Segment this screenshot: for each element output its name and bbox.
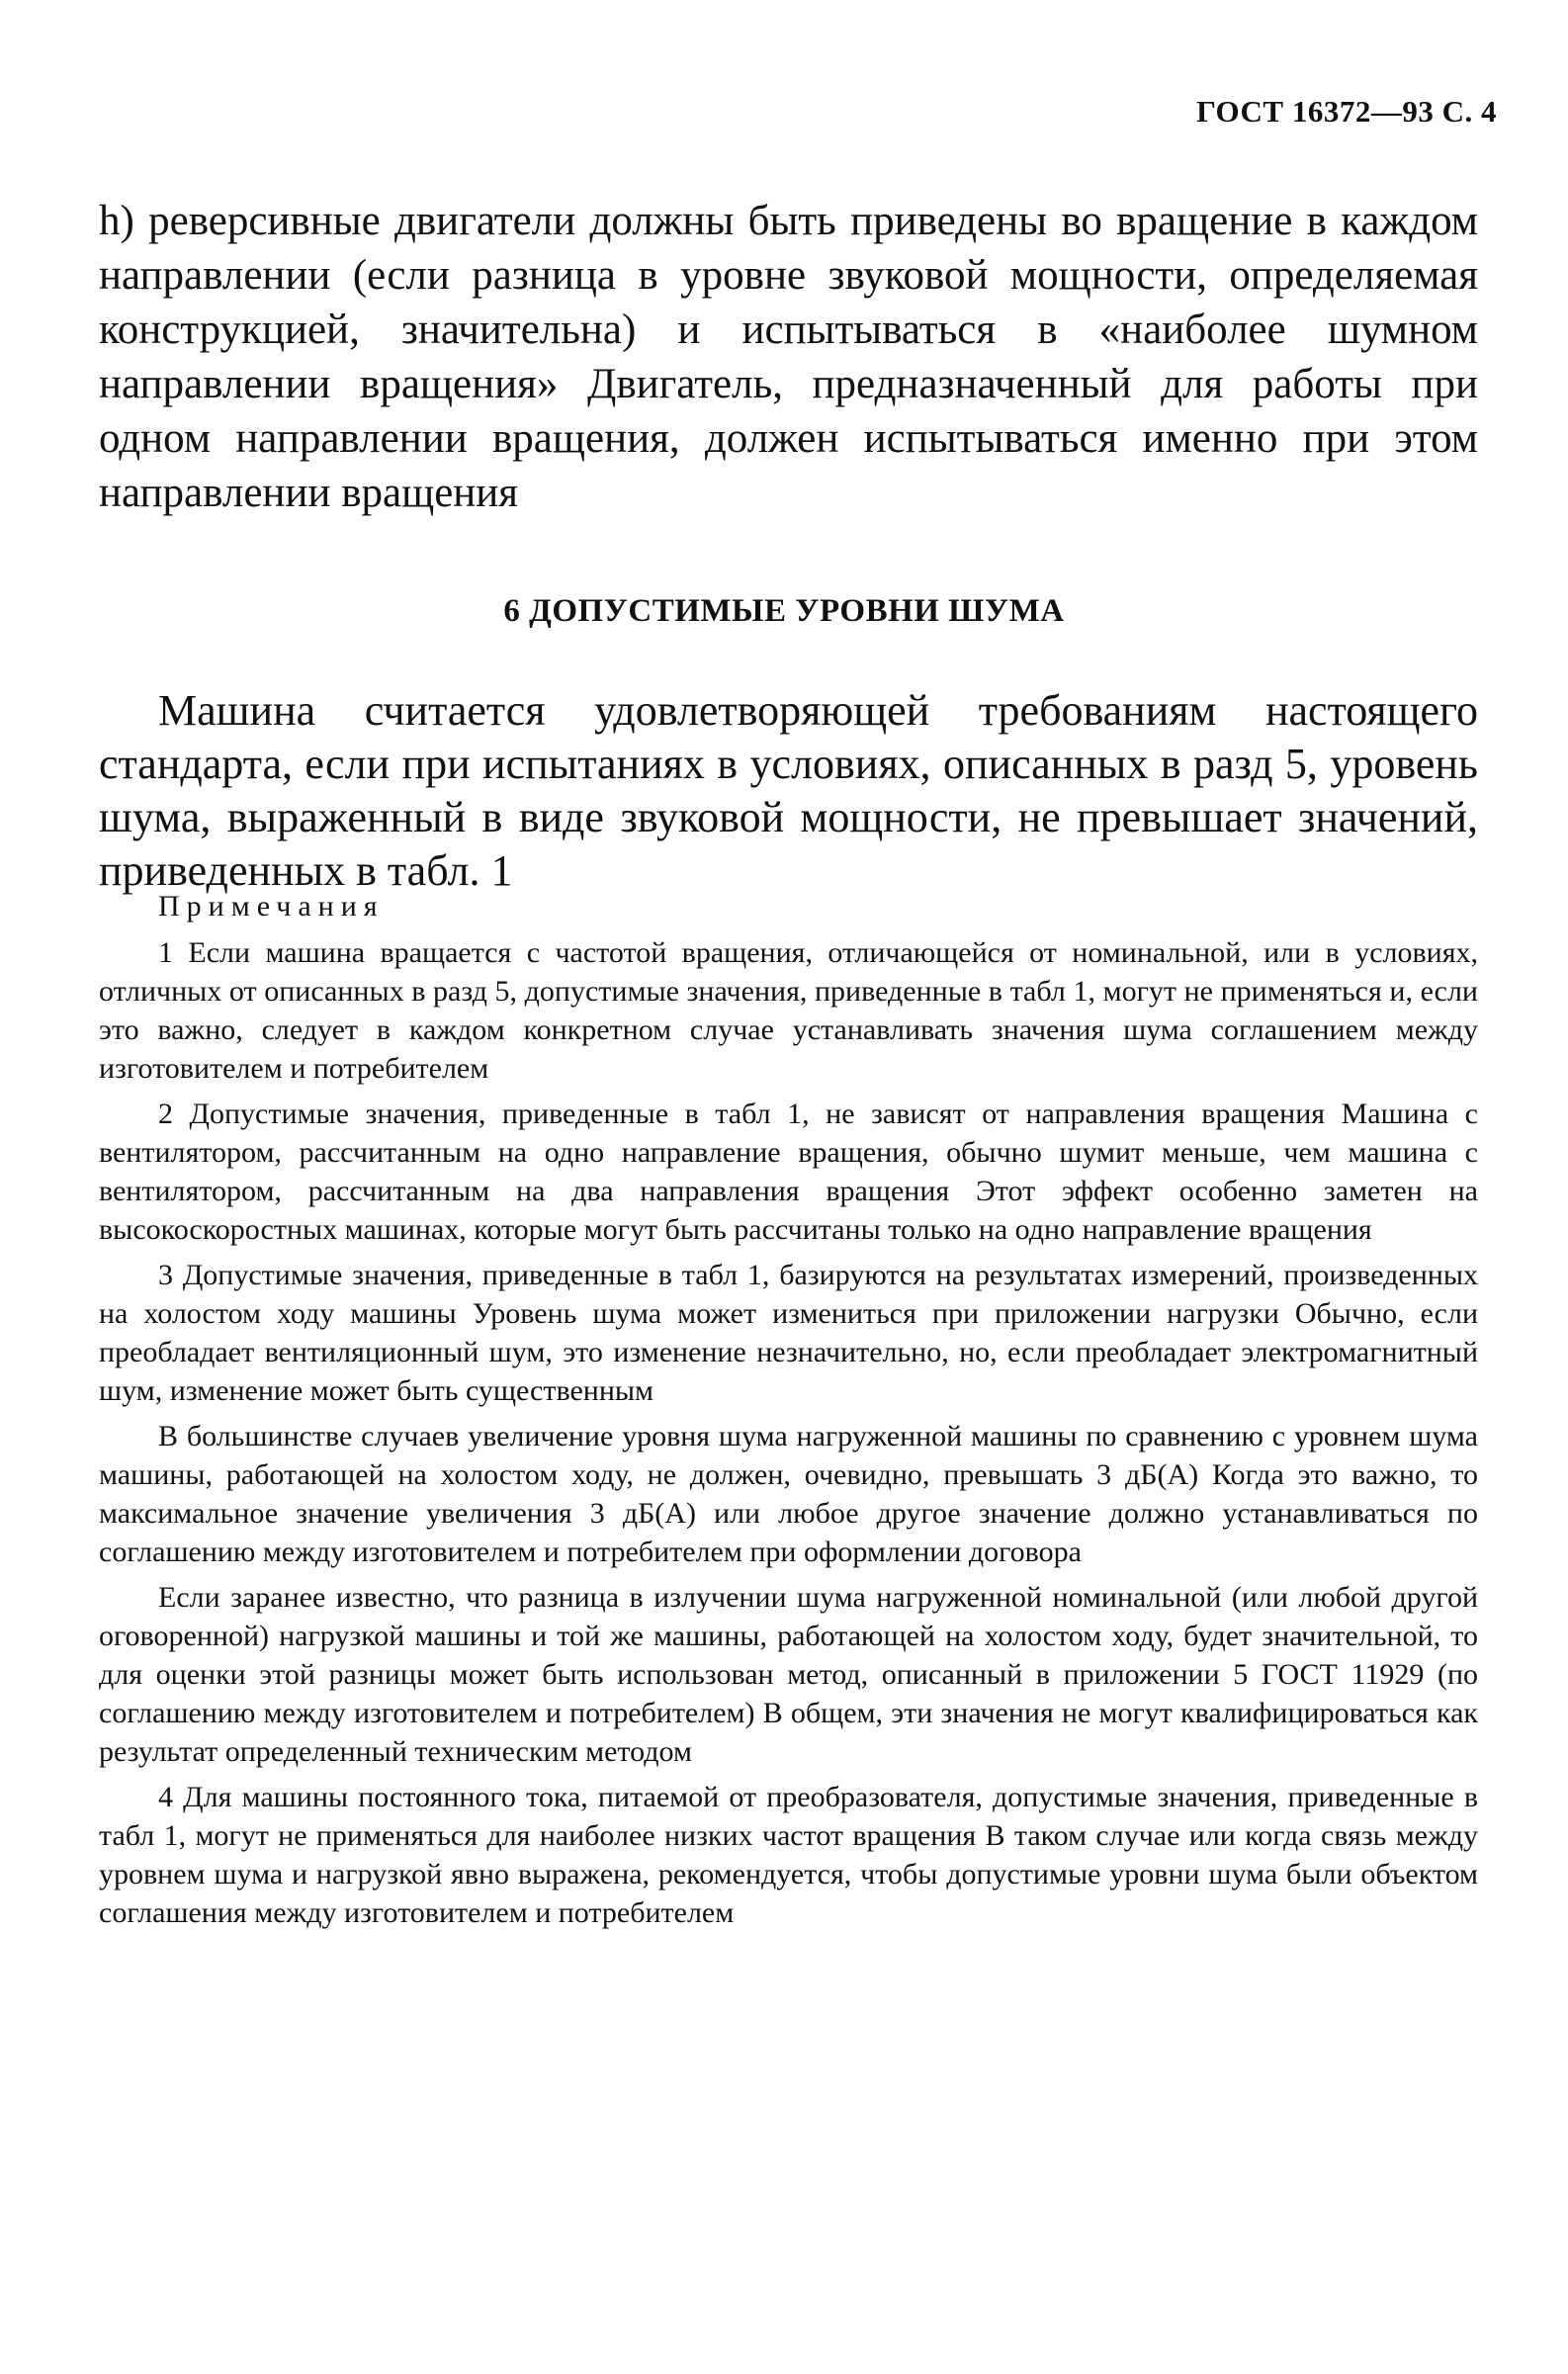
notes-title: Примечания: [158, 890, 385, 923]
notes-block: [99, 888, 1478, 1939]
section-paragraph: Машина считается удовлетворяющей требованиям настоящего стандарта, если при испытаниях в условиях, описанных в разд 5, уровень шума, выраженный в виде звуковой мощности, не превышает значений, приведенных в табл. 1: [99, 686, 1478, 895]
note-1: 1 Если машина вращается с частотой вращения, отличающейся от номинальной, или в условиях, отличных от описанных в разд 5, допустимые значения, приведенные в табл 1, могут не применяться и, если это важно, следует в каждом конкретном случае устанавливать значения шума соглашением между изготовителем и потребителем: [99, 936, 1478, 1085]
item-h-paragraph: h) реверсивные двигатели должны быть приведены во вращение в каждом направлении (если разница в уровне звуковой мощности, определяемая конструкцией, значительна) и испытываться в «наиболее шумном направлении вращения» Двигатель, предназначенный для работы при одном направлении вращения, должен испытываться именно при этом направлении вращения: [99, 198, 1478, 516]
section-title: 6 ДОПУСТИМЫЕ УРОВНИ ШУМА: [503, 593, 1065, 629]
note-3-continuation-2: Если заранее известно, что разница в излучении шума нагруженной номинальной (или любой другой оговоренной) нагрузкой машины и той же машины, работающей на холостом ходу, будет значительной, то для оценки этой разницы может быть использован метод, описанный в приложении 5 ГОСТ 11929 (по соглашению между изготовителем и потребителем) В общем, эти значения не могут квалифицироваться как результат определенный техническим методом: [99, 1581, 1478, 1768]
note-3-continuation: В большинстве случаев увеличение уровня шума нагруженной машины по сравнению с уровнем шума машины, работающей на холостом ходу, не должен, очевидно, превышать 3 дБ(А) Когда это важно, то максимальное значение увеличения 3 дБ(А) или любое другое значение должно устанавливаться по соглашению между изготовителем и потребителем при оформлении договора: [99, 1420, 1478, 1568]
note-3: 3 Допустимые значения, приведенные в табл 1, базируются на результатах измерений, произведенных на холостом ходу машины Уровень шума может измениться при приложении нагрузки Обычно, если преобладает вентиляционный шум, это изменение незначительно, но, если преобладает электромагнитный шум, изменение может быть существенным: [99, 1259, 1478, 1407]
page-header: ГОСТ 16372—93 С. 4: [1196, 94, 1497, 129]
note-2: 2 Допустимые значения, приведенные в табл 1, не зависят от направления вращения Машина с вентилятором, рассчитанным на одно направление вращения, обычно шумит меньше, чем машина с вентилятором, рассчитанным на два направления вращения Этот эффект особенно заметен на высокоскоростных машинах, которые могут быть рассчитаны только на одно направление вращения: [99, 1098, 1478, 1246]
note-4: 4 Для машины постоянного тока, питаемой от преобразователя, допустимые значения, приведенные в табл 1, могут не применяться для наиболее низких частот вращения В таком случае или когда связь между уровнем шума и нагрузкой явно выражена, рекомендуется, чтобы допустимые уровни шума были объектом соглашения между изготовителем и потребителем: [99, 1781, 1478, 1929]
